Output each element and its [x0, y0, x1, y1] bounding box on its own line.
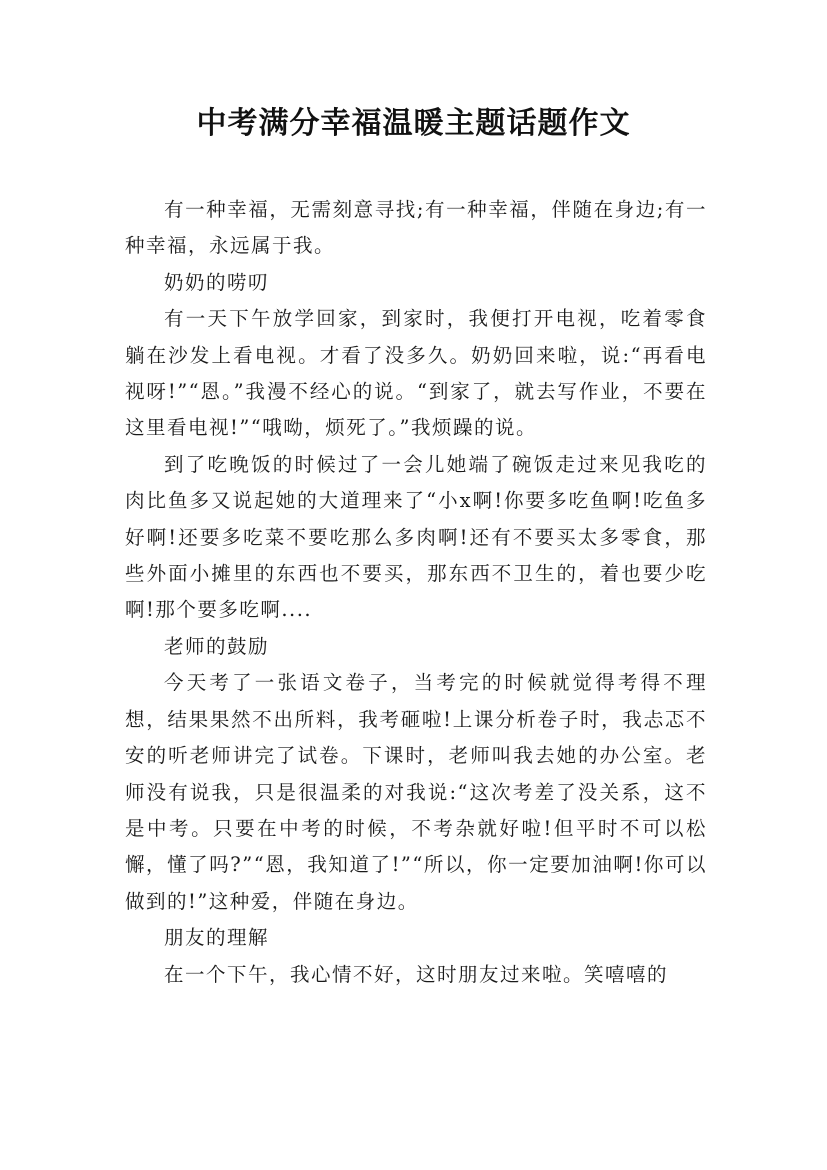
section-heading-teacher: 老师的鼓励 — [164, 634, 270, 658]
document-body — [125, 192, 707, 993]
paragraph-intro: 有一种幸福，无需刻意寻找;有一种幸福，伴随在身边;有一种幸福，永远属于我。 — [125, 198, 707, 258]
paragraph-grandma-2: 到了吃晚饭的时候过了一会儿她端了碗饭走过来见我吃的肉比鱼多又说起她的大道理来了“小x啊!你要多吃鱼啊!吃鱼多好啊!还要多吃菜不要吃那么多肉啊!还有不要买太多零食，那些外面小摊里的东西也不要买，那东西不卫生的，着也要少吃啊!那个要多吃啊.... — [125, 452, 707, 622]
document-title: 中考满分幸福温暖主题话题作文 — [196, 106, 631, 141]
section-heading-friend: 朋友的理解 — [164, 926, 270, 950]
section-heading-grandma: 奶奶的唠叨 — [164, 270, 270, 294]
paragraph-friend: 在一个下午，我心情不好，这时朋友过来啦。笑嘻嘻的 — [164, 962, 669, 986]
paragraph-grandma-1: 有一天下午放学回家，到家时，我便打开电视，吃着零食躺在沙发上看电视。才看了没多久。奶奶回来啦，说:“再看电视呀!”“恩。”我漫不经心的说。“到家了，就去写作业，不要在这里看电视!”“哦呦，烦死了。”我烦躁的说。 — [125, 307, 707, 440]
paragraph-teacher: 今天考了一张语文卷子，当考完的时候就觉得考得不理想，结果果然不出所料，我考砸啦!上课分析卷子时，我忐忑不安的听老师讲完了试卷。下课时，老师叫我去她的办公室。老师没有说我，只是很温柔的对我说:“这次考差了没关系，这不是中考。只要在中考的时候，不考杂就好啦!但平时不可以松懈，懂了吗?”“恩，我知道了!”“所以，你一定要加油啊!你可以做到的!”这种爱，伴随在身边。 — [125, 671, 707, 913]
